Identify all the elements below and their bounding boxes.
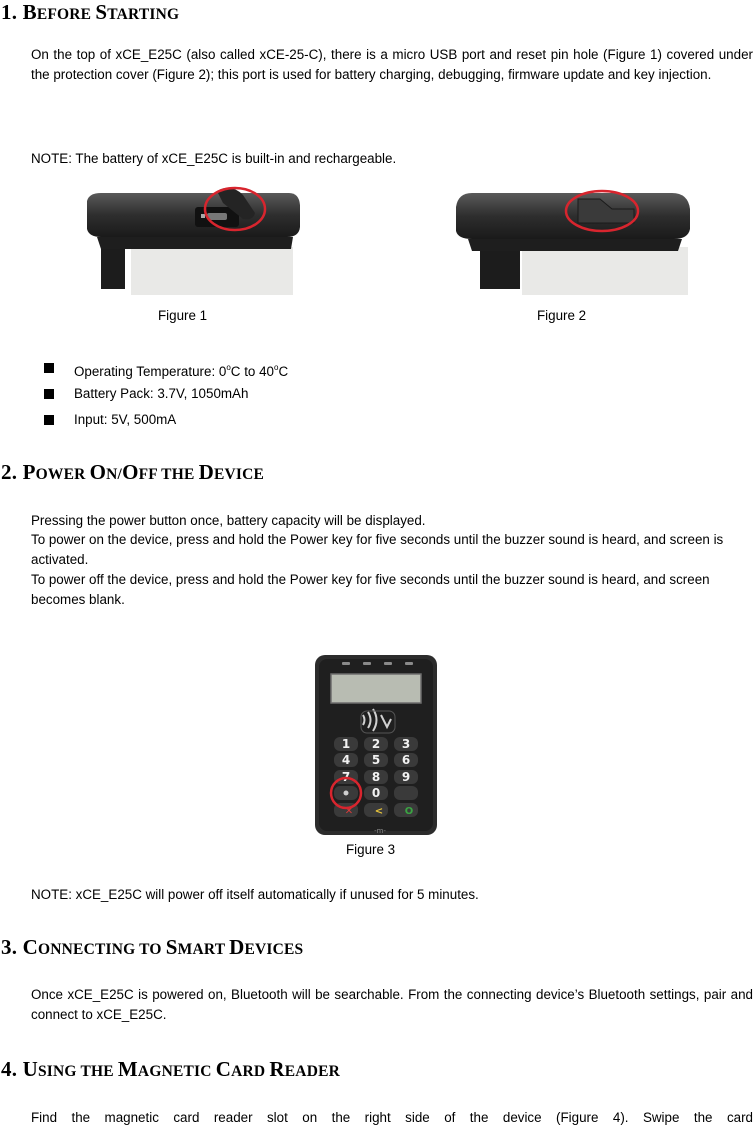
- battery-note: NOTE: The battery of xCE_E25C is built-in and rechargeable.: [31, 151, 397, 166]
- keypad-key-label: 8: [371, 770, 381, 784]
- magnetic-card-reader-text: Find the magnetic card reader slot on the right side of the device (Figure 4). Swipe the card: [31, 1110, 753, 1125]
- spec-operating-temperature: Operating Temperature: 0$^o$C to 40$^o$C: [44, 359, 288, 385]
- section-3-heading: 3. CONNECTING TO SMART DEVICES: [1, 935, 304, 959]
- power-off-text: To power off the device, press and hold the Power key for five seconds until the buzzer sound is heard, and screen becomes blank.: [31, 572, 710, 607]
- power-battery-display-text: Pressing the power button once, battery capacity will be displayed.: [31, 513, 426, 528]
- back-key-label: <: [374, 806, 384, 817]
- keypad-key-label: 2: [371, 737, 381, 751]
- figure-3-caption: Figure 3: [346, 842, 396, 857]
- bullet-icon: [44, 363, 54, 373]
- keypad-key: [394, 786, 418, 800]
- lcd-screen: [331, 674, 421, 703]
- power-key-icon: [344, 791, 349, 796]
- section-1-heading: 1. BEFORE STARTING: [1, 0, 180, 24]
- spec-input: Input: 5V, 500mA: [44, 411, 288, 437]
- connecting-devices-text: Once xCE_E25C is powered on, Bluetooth will be searchable. From the connecting device’s Bluetooth settings, pair and connect to xCE_E25C.: [31, 987, 753, 1022]
- figure-1-image: [83, 179, 303, 295]
- keypad-bottom-row: [334, 803, 418, 817]
- specifications-list: [44, 359, 288, 437]
- bullet-icon: [44, 415, 54, 425]
- bullet-icon: [44, 389, 54, 399]
- keypad-key-label: 3: [401, 737, 411, 751]
- auto-power-off-note: NOTE: xCE_E25C will power off itself automatically if unused for 5 minutes.: [31, 887, 479, 902]
- cancel-key-label: ✕: [344, 806, 354, 817]
- keypad-key-label: 5: [371, 753, 381, 767]
- keypad-key-label: 9: [401, 770, 411, 784]
- keypad-key-label: 7: [341, 770, 351, 784]
- keypad-key-label: 1: [341, 737, 351, 751]
- section-4-heading: 4. USING THE MAGNETIC CARD READER: [1, 1057, 341, 1081]
- figure-1-caption: Figure 1: [158, 308, 208, 323]
- section-2-heading: 2. POWER ON/OFF THE DEVICE: [1, 460, 265, 484]
- keypad-key-label: 0: [371, 786, 381, 800]
- keypad-key-label: 6: [401, 753, 411, 767]
- figure-2-image: [450, 179, 695, 295]
- power-on-text: To power on the device, press and hold the Power key for five seconds until the buzzer sound is heard, and screen is activated.: [31, 532, 724, 567]
- confirm-key-label: O: [404, 806, 414, 817]
- device-brand-logo: -m-: [374, 827, 386, 835]
- figure-3-image: [313, 653, 439, 837]
- section-1-intro: On the top of xCE_E25C (also called xCE-25-C), there is a micro USB port and reset pin hole (Figure 1) covered under the protection cover (Figure 2); this port is used for battery charging, debugging, firmware update and key injection.: [31, 47, 753, 82]
- figure-2-caption: Figure 2: [537, 308, 587, 323]
- keypad-key-label: 4: [341, 753, 351, 767]
- spec-battery-pack: Battery Pack: 3.7V, 1050mAh: [44, 385, 288, 411]
